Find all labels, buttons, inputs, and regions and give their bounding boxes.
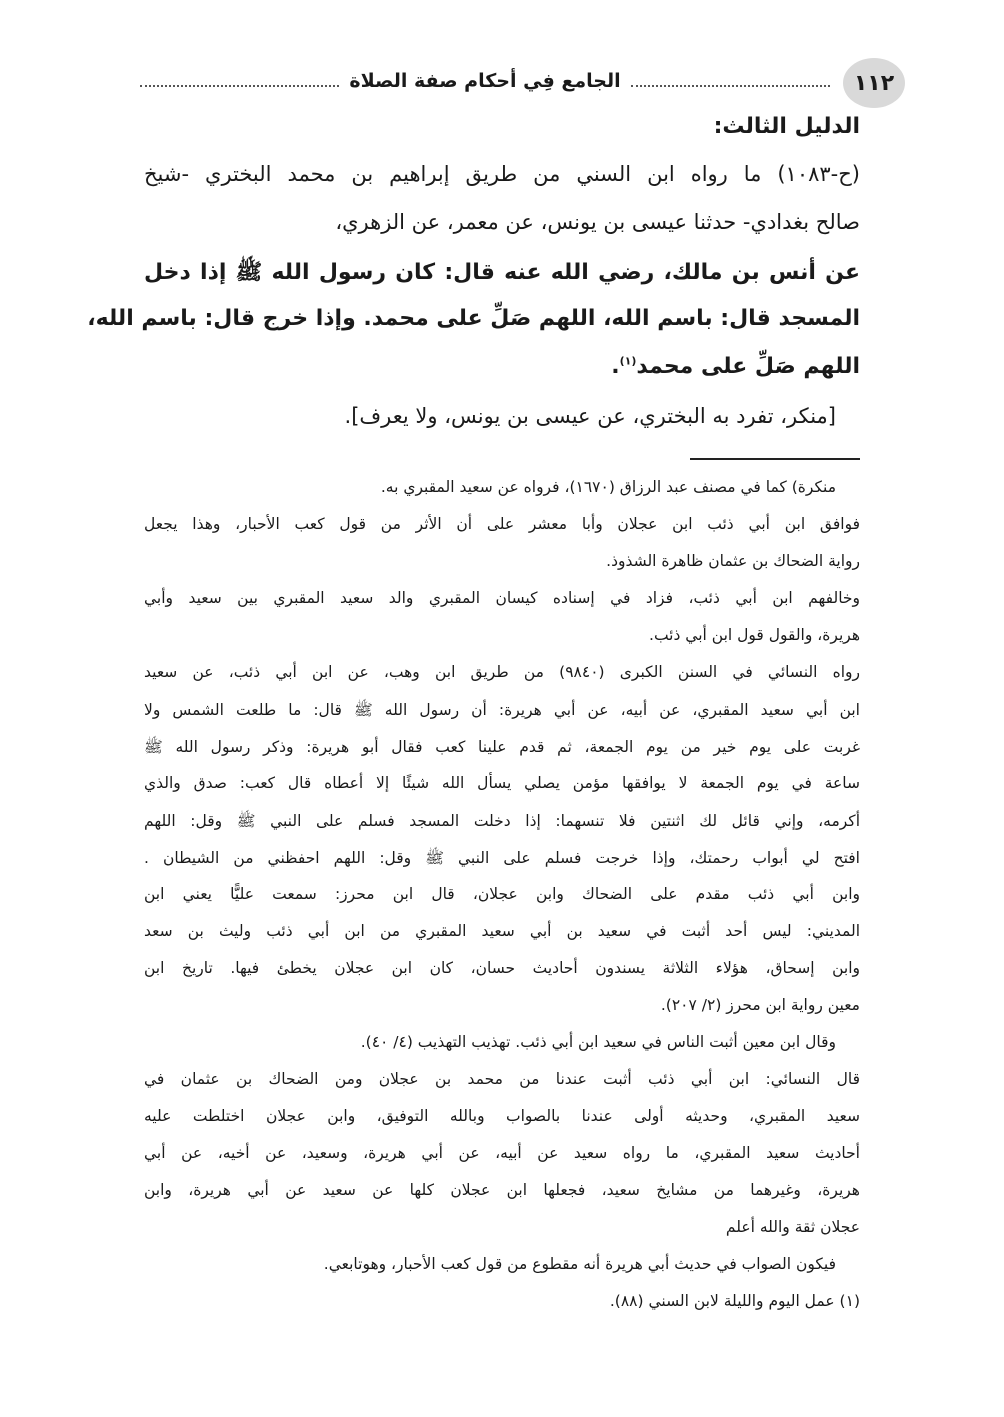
footnote-line: وابن إسحاق، هؤلاء الثلاثة يسندون أحاديث حسان، كان ابن عجلان يخطئ فيها. تاريخ ابن	[144, 959, 860, 977]
footnote-line: ساعة في يوم الجمعة لا يوافقها مؤمن يصلي يسأل الله شيئًا إلا أعطاه قال كعب: صدق والذي	[144, 774, 860, 792]
footnote-line: سعيد المقبري، وحديثه أولى عندنا بالصواب وبالله التوفيق، وابن عجلان اختلطت عليه	[144, 1107, 860, 1125]
footnote-line: هريرة، والقول قول ابن أبي ذئب.	[649, 626, 860, 644]
footnote-line: افتح لي أبواب رحمتك، وإذا خرجت فسلم على النبي ﷺ وقل: اللهم احفظني من الشيطان .	[144, 849, 860, 867]
footnote-line: أكرمه، وإني قائل لك اثنتين فلا تنسهما: إذا دخلت المسجد فسلم على النبي ﷺ وقل: اللهم	[144, 812, 860, 830]
footnote-line: هريرة، وغيرهما من مشايخ سعيد، فجعلها ابن عجلان كلها عن سعيد عن أبي هريرة، وابن	[144, 1181, 860, 1199]
footnote-line: فوافق ابن أبي ذئب ابن عجلان وأبا معشر على أن الأثر من قول كعب الأحبار، وهذا يجعل	[144, 515, 860, 533]
footnote-line: رواية الضحاك بن عثمان ظاهرة الشذوذ.	[606, 552, 860, 570]
footnote-line: أحاديث سعيد المقبري، ما رواه سعيد عن أبيه، عن أبي هريرة، وسعيد، عن أخيه، عن أبي	[144, 1144, 860, 1162]
footnote-separator	[690, 458, 860, 460]
footnote-line: ابن أبي سعيد المقبري، عن أبيه، عن أبي هريرة: أن رسول الله ﷺ قال: ما طلعت الشمس ولا	[144, 701, 860, 719]
book-title: الجامع فِي أحكام صفة الصلاة	[349, 70, 621, 92]
footnote-line: رواه النسائي في السنن الكبرى (٩٨٤٠) من طريق ابن وهب، عن ابن أبي ذئب، عن سعيد	[144, 663, 861, 681]
footnote-line: المديني: ليس أحد أثبت في سعيد بن أبي سعيد المقبري من ابن أبي ذئب وليث بن سعد	[144, 922, 860, 940]
footnote-line: غربت على يوم خير من يوم الجمعة، ثم قدم علينا كعب فقال أبو هريرة: وذكر رسول الله ﷺ	[144, 738, 860, 756]
hadith-text-line: المسجد قال: باسم الله، اللهم صَلِّ على محمد. وإذا خرج قال: باسم الله،	[87, 306, 860, 331]
hadith-text-line: عن أنس بن مالك، رضي الله عنه قال: كان رسول الله ﷺ إذا دخل	[144, 260, 860, 285]
footnote-line: عجلان ثقة والله أعلم	[725, 1218, 860, 1236]
hadith-text-line	[144, 354, 860, 379]
dotted-leader-right	[631, 85, 830, 87]
footnote-line: معين رواية ابن محرز (٢/ ٢٠٧).	[660, 996, 860, 1014]
footnote-line: وخالفهم ابن أبي ذئب، فزاد في إسناده كيسان المقبري والد سعيد المقبري بين سعيد وأبي	[144, 589, 860, 607]
footnote-line: منكرة) كما في مصنف عبد الرزاق (١٦٧٠)، فرواه عن سعيد المقبري به.	[380, 478, 836, 496]
hadith-text-end: اللهم صَلِّ على محمد	[636, 354, 860, 379]
main-line: (ح-١٠٨٣) ما رواه ابن السني من طريق إبراهيم بن محمد البختري -شيخ	[144, 162, 860, 186]
footnote-line: وابن أبي ذئب مقدم على الضحاك وابن عجلان، قال ابن محرز: سمعت عليًّا يعني ابن	[144, 885, 860, 903]
footnote-line: قال النسائي: ابن أبي ذئب أثبت عندنا من محمد بن عجلان ومن الضحاك بن عثمان في	[144, 1070, 860, 1088]
footnote-ref[interactable]: (١)	[619, 354, 637, 368]
running-header	[140, 58, 905, 108]
dotted-leader-left	[140, 85, 339, 87]
section-heading: الدليل الثالث:	[713, 114, 860, 139]
header-title-row	[140, 70, 830, 92]
page-number: ١١٢	[843, 58, 905, 108]
main-line: صالح بغدادي- حدثنا عيسى بن يونس، عن معمر، عن الزهري،	[335, 210, 860, 234]
period: .	[611, 354, 620, 379]
footnote-1: (١) عمل اليوم والليلة لابن السني (٨٨).	[609, 1292, 860, 1310]
footnote-line: وقال ابن معين أثبت الناس في سعيد ابن أبي ذئب. تهذيب التهذيب (٤/ ٤٠).	[360, 1033, 836, 1051]
verdict-line: [منكر، تفرد به البختري، عن عيسى بن يونس، ولا يعرف].	[344, 404, 836, 428]
footnote-line: فيكون الصواب في حديث أبي هريرة أنه مقطوع من قول كعب الأحبار، وهوتابعي.	[323, 1255, 836, 1273]
